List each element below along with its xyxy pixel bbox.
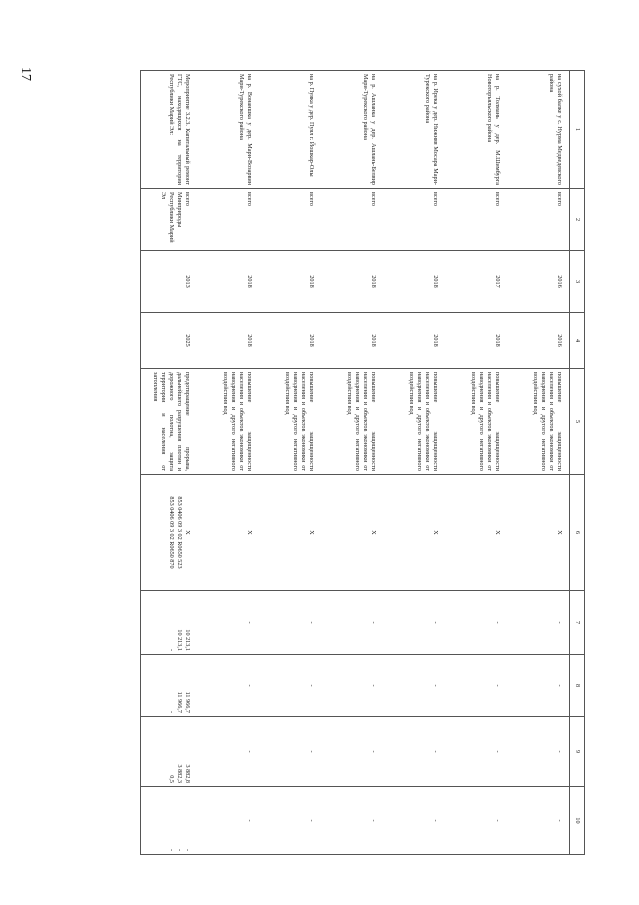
value-cell: - — [507, 655, 570, 717]
start-year-cell: 2017 — [445, 251, 507, 313]
value-cell: - — [383, 591, 445, 655]
table-row — [445, 71, 507, 855]
data-table — [140, 70, 585, 855]
value-line: 3 882,3 — [176, 764, 184, 783]
result-cell: повышение защищенности населения и объектов экономики от наводнения и другого негативного воздействия вод — [321, 369, 383, 475]
table-row — [259, 71, 321, 855]
budget-code-total: X — [184, 530, 191, 535]
start-year-cell: 2018 — [383, 251, 445, 313]
table-row — [383, 71, 445, 855]
value-cell: - — [259, 787, 321, 855]
end-year-cell: 2018 — [383, 313, 445, 369]
budget-code-cell: X — [445, 475, 507, 591]
responsible-executor: Минприроды Республики Марий Эл — [160, 192, 184, 243]
table-row — [321, 71, 383, 855]
value-cell: - — [383, 787, 445, 855]
value-cell: - — [445, 591, 507, 655]
col-header: 9 — [570, 717, 585, 787]
start-year-cell: 2013 — [141, 251, 198, 313]
end-year-cell: 2018 — [321, 313, 383, 369]
value-cell: - — [321, 591, 383, 655]
budget-code-cell: X — [259, 475, 321, 591]
budget-code: 853 0406 09 3 02 R0650 523 — [176, 496, 184, 569]
header-row — [570, 71, 585, 855]
value-cell: - — [321, 717, 383, 787]
scope-cell — [141, 189, 198, 251]
value-cell — [141, 717, 198, 787]
value-cell: - — [445, 655, 507, 717]
value-line: - — [168, 648, 176, 651]
budget-code-cell: X — [321, 475, 383, 591]
col-header: 4 — [570, 313, 585, 369]
object-name-cell: на р. Пуяка у дер. Пуял г. Йошкар-Олы — [259, 71, 321, 189]
value-cell — [141, 787, 198, 855]
value-line: - — [168, 848, 176, 851]
value-cell: - — [507, 787, 570, 855]
budget-code-cell: X — [507, 475, 570, 591]
object-name-cell: на р. Ирека у дер. Нижняя Мосара Мари-Турекского района — [383, 71, 445, 189]
value-cell: - — [383, 717, 445, 787]
object-name-cell: на р. Вонаншка у дер. Мари-Возарвин Мари-Турекского района — [197, 71, 259, 189]
value-cell: - — [259, 591, 321, 655]
col-header: 2 — [570, 189, 585, 251]
result-cell: повышение защищенности населения и объектов экономики от наводнения и другого негативного воздействия вод — [445, 369, 507, 475]
value-line: 11 966,7 — [176, 691, 184, 713]
value-total: 3 882,8 — [184, 764, 191, 783]
scope-cell: всего — [507, 189, 570, 251]
value-total: 10 213,1 — [184, 629, 191, 651]
result-cell: повышение защищенности населения и объектов экономики от наводнения и другого негативного воздействия вод — [259, 369, 321, 475]
value-cell: - — [445, 787, 507, 855]
result-cell: повышение защищенности населения и объектов экономики от наводнения и другого негативного воздействия вод — [383, 369, 445, 475]
measure-name-cell: Мероприятие 3.2.3. Капитальный ремонт ГТС, находящихся на территории Республики Марий Эл: — [141, 71, 198, 189]
end-year-cell: 2018 — [197, 313, 259, 369]
end-year-cell: 2018 — [259, 313, 321, 369]
budget-code-cell: X — [197, 475, 259, 591]
result-cell: повышение защищенности населения и объектов экономики от наводнения и другого негативного воздействия вод — [507, 369, 570, 475]
value-cell: - — [507, 717, 570, 787]
start-year-cell: 2016 — [507, 251, 570, 313]
value-cell: - — [197, 787, 259, 855]
value-cell: - — [197, 591, 259, 655]
value-cell: - — [445, 717, 507, 787]
value-cell: - — [259, 655, 321, 717]
scope-cell: всего — [445, 189, 507, 251]
start-year-cell: 2018 — [321, 251, 383, 313]
col-header: 7 — [570, 591, 585, 655]
col-header: 8 — [570, 655, 585, 717]
col-header: 5 — [570, 369, 585, 475]
value-cell — [141, 655, 198, 717]
value-cell: - — [197, 717, 259, 787]
start-year-cell: 2018 — [197, 251, 259, 313]
table-row-measure — [141, 71, 198, 855]
table-row — [197, 71, 259, 855]
budget-code-cell: X — [383, 475, 445, 591]
object-name-cell: на р. Толмань у дер. М.Шимбурга Новоторъяльского района — [445, 71, 507, 189]
page-number: 17 — [18, 67, 33, 81]
result-cell: повышение защищенности населения и объектов экономики от наводнения и другого негативного воздействия вод — [197, 369, 259, 475]
col-header: 6 — [570, 475, 585, 591]
end-year-cell: 2016 — [507, 313, 570, 369]
value-cell: - — [383, 655, 445, 717]
budget-code-cell — [141, 475, 198, 591]
object-name-cell: на р. Ашланка у дер. Ашлань-Беляир Мари-Турекского района — [321, 71, 383, 189]
result-cell: предотвращение прорыва, дальнейшего разрушения плотин и дорожного полотна, защита территории и населения от затопления — [141, 369, 198, 475]
table-row — [507, 71, 570, 855]
value-cell: - — [321, 655, 383, 717]
value-line: - — [176, 848, 184, 851]
col-header: 10 — [570, 787, 585, 855]
value-line: 0,5 — [168, 775, 176, 783]
value-cell: - — [259, 717, 321, 787]
object-name-cell: на сухой балке у с. Нурма Медведевского района — [507, 71, 570, 189]
end-year-cell: 2025 — [141, 313, 198, 369]
scope-total: всего — [184, 192, 191, 206]
value-line: 10 213,1 — [176, 629, 184, 651]
scope-cell: всего — [383, 189, 445, 251]
rotated-table-region — [33, 70, 585, 854]
value-cell: - — [321, 787, 383, 855]
value-line: - — [168, 710, 176, 713]
scope-cell: всего — [197, 189, 259, 251]
end-year-cell: 2018 — [445, 313, 507, 369]
budget-code: 853 0406 09 3 02 R0650 870 — [168, 496, 176, 569]
value-cell: - — [197, 655, 259, 717]
col-header: 3 — [570, 251, 585, 313]
start-year-cell: 2018 — [259, 251, 321, 313]
value-cell — [141, 591, 198, 655]
scope-cell: всего — [259, 189, 321, 251]
col-header: 1 — [570, 71, 585, 189]
value-total: - — [184, 848, 191, 851]
value-total: 11 966,7 — [184, 691, 191, 713]
value-cell: - — [507, 591, 570, 655]
scope-cell: всего — [321, 189, 383, 251]
